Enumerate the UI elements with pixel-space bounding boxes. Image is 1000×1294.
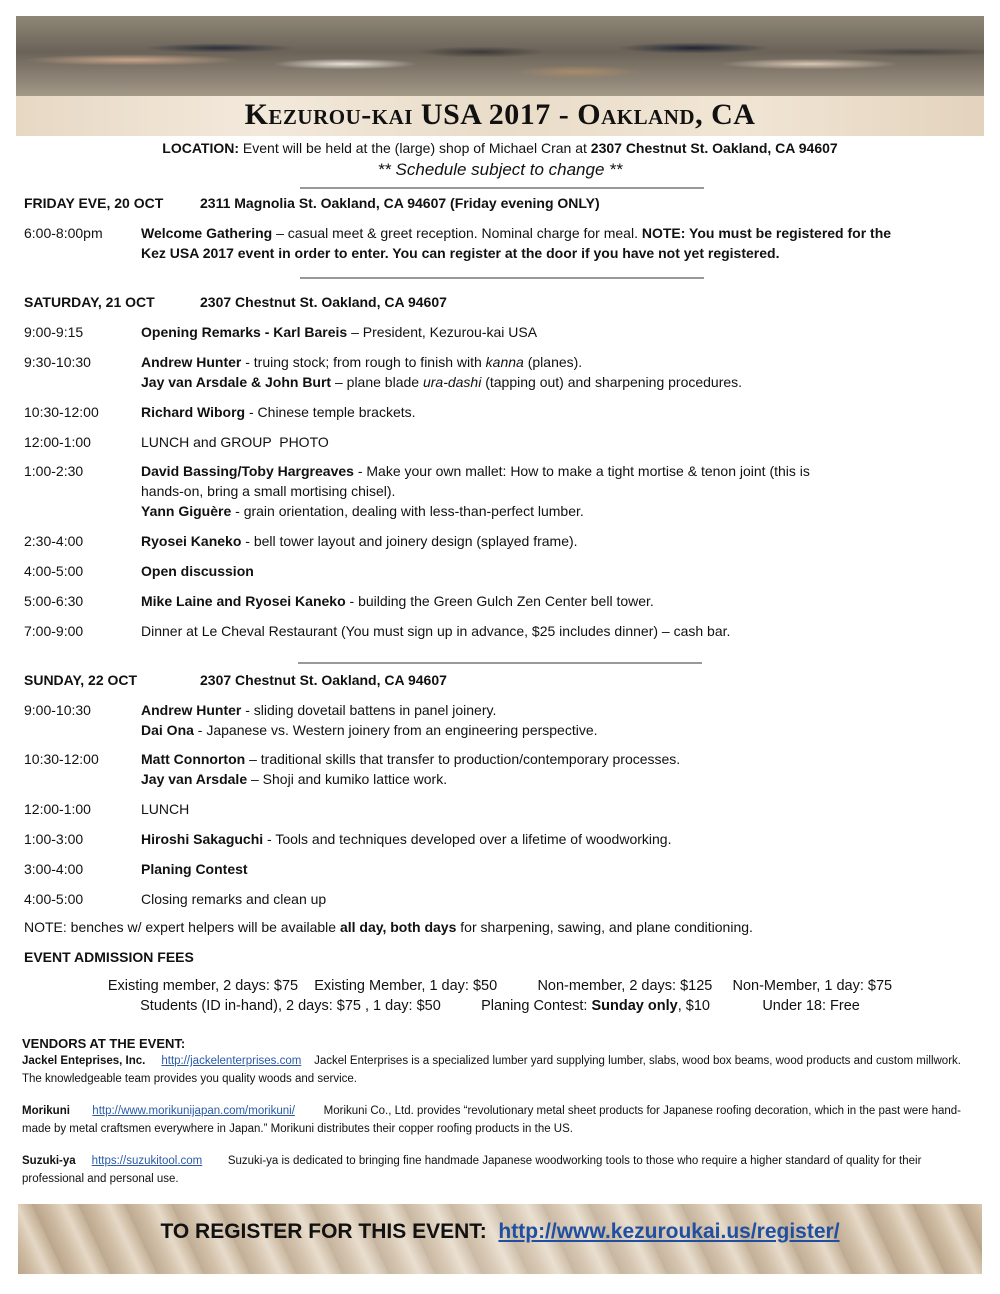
benches-note	[24, 919, 753, 935]
row-time: 9:00-9:15	[24, 324, 84, 340]
topic: – Shoji and kumiko lattice work.	[247, 771, 448, 787]
note-text: NOTE: benches w/ expert helpers will be available	[24, 919, 340, 935]
topic: (tapping out) and sharpening procedures.	[481, 374, 743, 390]
register-line	[18, 1220, 982, 1244]
session-title: Open discussion	[141, 563, 254, 579]
row-time: 9:30-10:30	[24, 354, 91, 370]
row-time: 9:00-10:30	[24, 702, 91, 718]
row-description	[141, 352, 911, 392]
register-banner	[18, 1204, 982, 1274]
row-time: 1:00-3:00	[24, 831, 84, 847]
row-description: LUNCH	[141, 801, 190, 817]
speaker: Opening Remarks - Karl Bareis	[141, 324, 348, 340]
divider	[300, 277, 704, 279]
event-text: – casual meet & greet reception. Nominal charge for meal.	[272, 225, 642, 241]
topic-term: ura-dashi	[422, 374, 482, 390]
page-title: Kezurou-kai USA 2017 - Oakland, CA	[244, 98, 756, 131]
topic: – plane blade	[331, 374, 423, 390]
speaker: Andrew Hunter	[141, 702, 242, 718]
saturday-day: SATURDAY, 21 OCT	[24, 294, 155, 310]
saturday-address: 2307 Chestnut St. Oakland, CA 94607	[200, 294, 447, 310]
row-time: 2:30-4:00	[24, 533, 84, 549]
register-link[interactable]: http://www.kezuroukai.us/register/	[498, 1220, 840, 1243]
topic: - building the Green Gulch Zen Center bell tower.	[345, 593, 654, 609]
vendor-name: Jackel Enteprises, Inc.	[22, 1055, 146, 1067]
vendor-suzukiya	[22, 1152, 972, 1188]
speaker: Matt Connorton	[141, 751, 246, 767]
vendor-link[interactable]: http://www.morikunijapan.com/morikuni/	[92, 1105, 295, 1117]
row-description	[141, 402, 911, 422]
friday-day: FRIDAY EVE, 20 OCT	[24, 195, 164, 211]
row-time: 5:00-6:30	[24, 593, 84, 609]
speaker: Dai Ona	[141, 722, 194, 738]
speaker: Mike Laine and Ryosei Kaneko	[141, 593, 346, 609]
row-description	[141, 461, 841, 521]
divider	[298, 662, 702, 664]
registration-note: NOTE: You must be registered for the Kez USA 2017 event in order to enter. You can register at the door if you have not yet registered.	[141, 225, 892, 261]
friday-heading	[24, 195, 600, 211]
saturday-heading	[24, 294, 447, 310]
row-description	[141, 591, 911, 611]
vendor-description: Morikuni Co., Ltd. provides “revolutionary metal sheet products for Japanese roofing decoration, which in the past were hand-made by metal craftsmen everywhere in Japan.” Morikuni distributes their copper roofing products in the US.	[22, 1105, 961, 1135]
topic: - Japanese vs. Western joinery from an engineering perspective.	[193, 722, 598, 738]
row-description: Dinner at Le Cheval Restaurant (You must sign up in advance, $25 includes dinner) – cash bar.	[141, 623, 731, 639]
register-label: TO REGISTER FOR THIS EVENT:	[160, 1220, 487, 1243]
divider	[300, 187, 704, 189]
row-time: 1:00-2:30	[24, 463, 84, 479]
row-time: 10:30-12:00	[24, 404, 99, 420]
topic: - truing stock; from rough to finish with	[241, 354, 486, 370]
topic: - sliding dovetail battens in panel joinery.	[241, 702, 497, 718]
row-time: 4:00-5:00	[24, 563, 84, 579]
topic: – traditional skills that transfer to production/contemporary processes.	[245, 751, 681, 767]
topic: - Tools and techniques developed over a lifetime of woodworking.	[263, 831, 672, 847]
event-title: Welcome Gathering	[141, 225, 273, 241]
location-label: LOCATION:	[162, 140, 240, 156]
row-description	[141, 700, 911, 740]
speaker: Ryosei Kaneko	[141, 533, 242, 549]
vendors-heading: VENDORS AT THE EVENT:	[22, 1036, 186, 1051]
row-time: 4:00-5:00	[24, 891, 84, 907]
row-time: 10:30-12:00	[24, 751, 99, 767]
location-line	[0, 140, 1000, 156]
friday-address: 2311 Magnolia St. Oakland, CA 94607 (Friday evening ONLY)	[200, 195, 600, 211]
row-description	[141, 561, 911, 581]
note-emphasis: all day, both days	[339, 919, 457, 935]
row-description	[141, 749, 911, 789]
row-description	[141, 859, 911, 879]
vendor-morikuni	[22, 1102, 972, 1138]
vendor-name: Suzuki-ya	[22, 1155, 76, 1167]
sunday-day: SUNDAY, 22 OCT	[24, 672, 138, 688]
fees-line-2	[0, 998, 1000, 1014]
row-time: 3:00-4:00	[24, 861, 84, 877]
fees-heading: EVENT ADMISSION FEES	[24, 949, 194, 965]
row-time: 6:00-8:00pm	[24, 225, 103, 241]
speaker: Yann Giguère	[141, 503, 232, 519]
topic: - Make your own mallet: How to make a tight mortise & tenon joint (this is hands-on, bring a small mortising chisel).	[141, 463, 810, 499]
row-time: 12:00-1:00	[24, 801, 91, 817]
speaker: David Bassing/Toby Hargreaves	[141, 463, 354, 479]
topic-term: kanna	[485, 354, 524, 370]
topic: - grain orientation, dealing with less-than-perfect lumber.	[231, 503, 584, 519]
schedule-disclaimer: ** Schedule subject to change **	[377, 160, 623, 179]
row-description	[141, 829, 911, 849]
location-text: Event will be held at the (large) shop of Michael Cran at	[242, 140, 587, 156]
speaker: Andrew Hunter	[141, 354, 242, 370]
fees-line-1: Existing member, 2 days: $75 Existing Member, 1 day: $50 Non-member, 2 days: $125 Non-Member, 1 day: $75	[107, 978, 893, 994]
topic: - bell tower layout and joinery design (splayed frame).	[241, 533, 578, 549]
row-description	[141, 223, 911, 263]
speaker: Richard Wiborg	[141, 404, 246, 420]
sunday-address: 2307 Chestnut St. Oakland, CA 94607	[200, 672, 447, 688]
note-text: for sharpening, sawing, and plane conditioning.	[456, 919, 753, 935]
vendor-link[interactable]: http://jackelenterprises.com	[161, 1055, 302, 1067]
location-address: 2307 Chestnut St. Oakland, CA 94607	[590, 140, 838, 156]
sunday-heading	[24, 672, 447, 688]
topic: (planes).	[523, 354, 583, 370]
title-bar	[16, 96, 984, 136]
vendor-link[interactable]: https://suzukitool.com	[91, 1155, 203, 1167]
vendor-name: Morikuni	[22, 1105, 70, 1117]
row-description: LUNCH and GROUP PHOTO	[141, 434, 329, 450]
speaker: Jay van Arsdale	[141, 771, 248, 787]
row-description	[141, 531, 911, 551]
fees-emphasis: Sunday only	[591, 998, 678, 1014]
row-description: Closing remarks and clean up	[141, 891, 327, 907]
topic: - Chinese temple brackets.	[245, 404, 416, 420]
vendor-description: Jackel Enterprises is a specialized lumber yard supplying lumber, slabs, wood box beams, wood products and custom millwork. The knowledgeable team provides you quality woods and service.	[22, 1055, 961, 1085]
speaker: Hiroshi Sakaguchi	[141, 831, 264, 847]
header-photo	[16, 16, 984, 96]
row-time: 12:00-1:00	[24, 434, 91, 450]
speaker: Jay van Arsdale & John Burt	[141, 374, 332, 390]
session-title: Planing Contest	[141, 861, 248, 877]
vendor-jackel	[22, 1052, 972, 1088]
row-time: 7:00-9:00	[24, 623, 84, 639]
vendor-description: Suzuki-ya is dedicated to bringing fine handmade Japanese woodworking tools to those who require a higher standard of quality for their professional and personal use.	[22, 1155, 922, 1185]
fees-text: Students (ID in-hand), 2 days: $75 , 1 day: $50 Planing Contest:	[140, 998, 592, 1014]
topic: – President, Kezurou-kai USA	[347, 324, 538, 340]
fees-text: , $10 Under 18: Free	[677, 998, 860, 1014]
row-description	[141, 322, 911, 342]
